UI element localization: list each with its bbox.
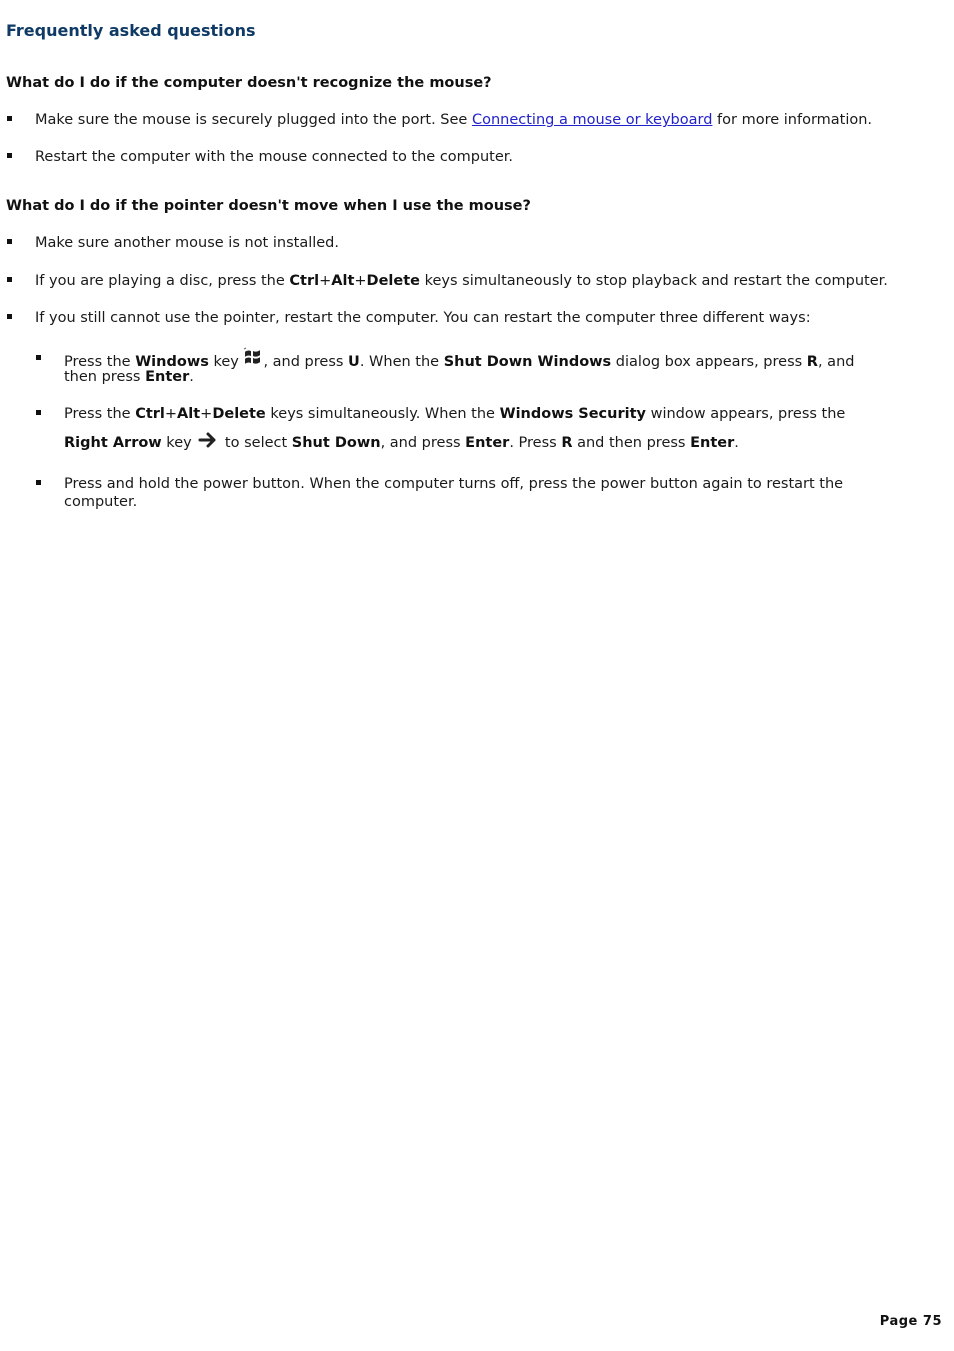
sub-list-item-continued: Right Arrow key to select Shut Down, and press Enter. Press R and then press Enter.	[64, 430, 739, 459]
question-heading-2: What do I do if the pointer doesn't move when I use the mouse?	[6, 198, 531, 214]
page-number: Page 75	[879, 1314, 942, 1329]
list-item: Make sure another mouse is not installed.	[35, 235, 339, 251]
connecting-mouse-keyboard-link[interactable]: Connecting a mouse or keyboard	[471, 112, 713, 128]
sub-bullet-marker	[36, 355, 41, 360]
bullet-marker	[7, 116, 12, 121]
sub-bullet-marker	[36, 480, 41, 485]
bullet-marker	[7, 277, 12, 282]
sub-list-item: Press the Windows key , and press U. When the Shut Down Windows dialog box appears, press R, and then press Enter.	[64, 346, 924, 386]
bullet-marker	[7, 153, 12, 158]
list-item: If you are playing a disc, press the Ctrl+Alt+Delete keys simultaneously to stop playback and restart the computer.	[35, 273, 888, 289]
sub-bullet-marker	[36, 410, 41, 415]
question-heading-1: What do I do if the computer doesn't recognize the mouse?	[6, 75, 492, 91]
sub-list-item: Press the Ctrl+Alt+Delete keys simultaneously. When the Windows Security window appears, press the	[64, 406, 846, 422]
right-arrow-icon	[196, 430, 220, 459]
list-item: If you still cannot use the pointer, restart the computer. You can restart the computer three different ways:	[35, 310, 811, 326]
page-title: Frequently asked questions	[6, 21, 256, 40]
windows-logo-icon	[243, 346, 263, 373]
sub-list-item: Press and hold the power button. When the computer turns off, press the power button again to restart the computer.	[64, 476, 844, 510]
bullet-marker	[7, 314, 12, 319]
list-item: Restart the computer with the mouse connected to the computer.	[35, 149, 514, 165]
bullet-marker	[7, 239, 12, 244]
list-item: Make sure the mouse is securely plugged into the port. See Connecting a mouse or keyboard for more information.	[35, 112, 873, 128]
